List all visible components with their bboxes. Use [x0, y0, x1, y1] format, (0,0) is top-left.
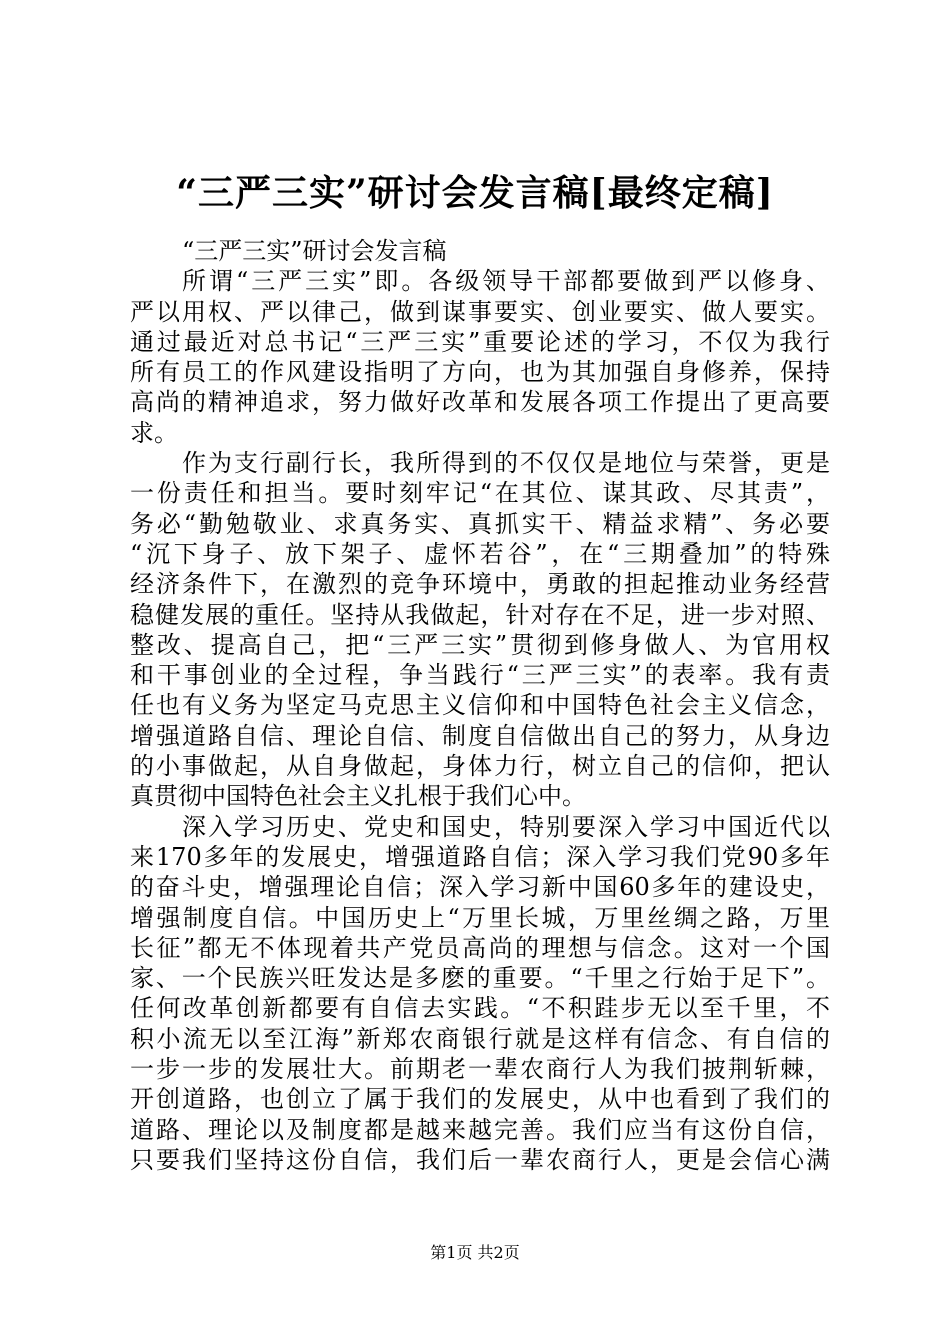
text-line: 求。 [130, 418, 178, 447]
text-line: 真贯彻中国特色社会主义扎根于我们心中。 [130, 782, 586, 811]
text-line: 任也有义务为坚定马克思主义信仰和中国特色社会主义信念， [130, 691, 830, 720]
text-line: 一步一步的发展壮大。前期老一辈农商行人为我们披荆斩棘， [130, 1055, 830, 1084]
text-line: 整改、提高自己，把“三严三实”贯彻到修身做人、为官用权 [130, 630, 830, 659]
text-line: 务必“勤勉敬业、求真务实、真抓实干、精益求精”、务必要 [130, 509, 830, 538]
text-line: 所有员工的作风建设指明了方向，也为其加强自身修养，保持 [130, 358, 830, 387]
text-line: 积小流无以至江海”新郑农商银行就是这样有信念、有自信的 [130, 1024, 830, 1053]
text-line: 稳健发展的重任。坚持从我做起，针对存在不足，进一步对照、 [130, 600, 830, 629]
text-line: 经济条件下，在激烈的竞争环境中，勇敢的担起推动业务经营 [130, 570, 830, 599]
text-line: 增强制度自信。中国历史上“万里长城，万里丝绸之路，万里 [130, 903, 830, 932]
text-line: “三严三实”研讨会发言稿 [182, 237, 447, 265]
text-line: “沉下身子、放下架子、虚怀若谷”，在“三期叠加”的特殊 [130, 539, 830, 568]
text-line: 所谓“三严三实”即。各级领导干部都要做到严以修身、 [182, 267, 830, 296]
text-line: 的奋斗史，增强理论自信；深入学习新中国60多年的建设史， [130, 873, 830, 902]
document-title: “三严三实”研讨会发言稿[最终定稿] [176, 172, 774, 214]
text-line: 家、一个民族兴旺发达是多麽的重要。“千里之行始于足下”。 [130, 964, 830, 993]
text-line: 的小事做起，从自身做起，身体力行，树立自己的信仰，把认 [130, 752, 830, 781]
text-line: 通过最近对总书记“三严三实”重要论述的学习，不仅为我行 [130, 327, 830, 356]
text-line: 作为支行副行长，我所得到的不仅仅是地位与荣誉，更是 [182, 449, 830, 478]
text-line: 道路、理论以及制度都是越来越完善。我们应当有这份自信， [130, 1115, 830, 1144]
text-line: 高尚的精神追求，努力做好改革和发展各项工作提出了更高要 [130, 388, 830, 417]
text-line: 一份责任和担当。要时刻牢记“在其位、谋其政、尽其责”， [130, 479, 830, 508]
text-line: 深入学习历史、党史和国史，特别要深入学习中国近代以 [182, 812, 830, 841]
document-body [130, 236, 830, 1175]
text-line: 任何改革创新都要有自信去实践。“不积跬步无以至千里，不 [130, 994, 830, 1023]
text-line: 开创道路，也创立了属于我们的发展史，从中也看到了我们的 [130, 1085, 830, 1114]
text-line: 严以用权、严以律己，做到谋事要实、创业要实、做人要实。 [130, 297, 830, 326]
text-line: 来170多年的发展史，增强道路自信；深入学习我们党90多年 [130, 842, 830, 871]
text-line: 只要我们坚持这份自信，我们后一辈农商行人，更是会信心满 [130, 1145, 830, 1174]
text-line: 和干事创业的全过程，争当践行“三严三实”的表率。我有责 [130, 661, 830, 690]
text-line: 增强道路自信、理论自信、制度自信做出自己的努力，从身边 [130, 721, 830, 750]
text-line: 长征”都无不体现着共产党员高尚的理想与信念。这对一个国 [130, 933, 830, 962]
page-footer: 第1页 共2页 [430, 1243, 520, 1262]
